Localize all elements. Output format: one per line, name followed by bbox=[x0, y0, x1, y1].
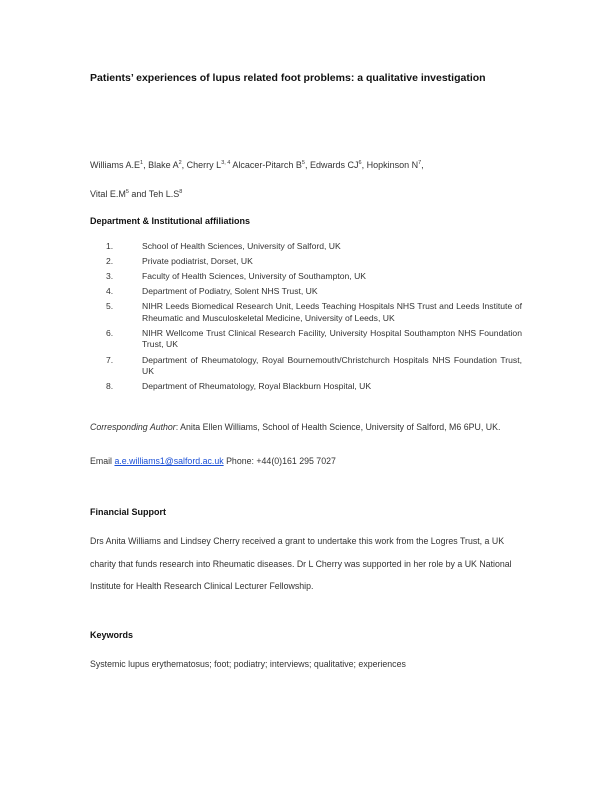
corresponding-author-label: Corresponding Author bbox=[90, 422, 176, 432]
list-item bbox=[90, 301, 522, 324]
list-item bbox=[90, 256, 522, 268]
author-affiliation-sup: 6 bbox=[358, 160, 362, 166]
author: Alcacer-Pitarch B bbox=[230, 160, 302, 170]
financial-support-text: Drs Anita Williams and Lindsey Cherry received a grant to undertake this work from the Logres Trust, a UK charity that funds research into Rheumatic diseases. Dr L Cherry was supported in her role by a UK National Institute for Health Research Clinical Lecturer Fellowship. bbox=[90, 536, 512, 591]
list-number: 1. bbox=[106, 241, 114, 251]
list-item bbox=[90, 328, 522, 351]
list-item bbox=[90, 381, 522, 393]
corresponding-author-text: : Anita Ellen Williams, School of Health Science, University of Salford, M6 6PU, UK. bbox=[175, 422, 501, 432]
affiliation-text: Department of Rheumatology, Royal Bournemouth/Christchurch Hospitals NHS Foundation Trust, UK bbox=[142, 354, 522, 377]
list-number: 4. bbox=[106, 286, 114, 297]
author-affiliation-sup: 8 bbox=[179, 189, 183, 195]
author-affiliation-sup: 2 bbox=[178, 160, 182, 166]
author-list-line-1 bbox=[90, 160, 424, 170]
affiliation-text: School of Health Sciences, University of Salford, UK bbox=[142, 241, 341, 251]
affiliation-text: NIHR Leeds Biomedical Research Unit, Leeds Teaching Hospitals NHS Trust and Leeds Institute of Rheumatic and Musculoskeletal Medicine, University of Leeds, UK bbox=[142, 301, 522, 323]
author-affiliation-sup: 3, 4 bbox=[221, 160, 231, 166]
list-item bbox=[90, 241, 522, 253]
author-affiliation-sup: 5 bbox=[125, 189, 129, 195]
affiliation-text: Department of Rheumatology, Royal Blackburn Hospital, UK bbox=[142, 381, 372, 392]
affiliations-heading: Department & Institutional affiliations bbox=[90, 216, 251, 226]
author-separator: , bbox=[421, 160, 424, 170]
keywords-text: Systemic lupus erythematosus; foot; podiatry; interviews; qualitative; experiences bbox=[90, 659, 406, 669]
paper-title: Patients’ experiences of lupus related foot problems: a qualitative investigation bbox=[90, 72, 486, 84]
author: Vital E.M bbox=[90, 189, 126, 199]
author-list-line-2 bbox=[90, 189, 182, 199]
keywords-heading: Keywords bbox=[90, 630, 134, 640]
author: and Teh L.S bbox=[128, 189, 180, 199]
corresponding-author bbox=[90, 420, 522, 434]
author: Williams A.E bbox=[90, 160, 141, 170]
affiliation-text: Department of Podiatry, Solent NHS Trust, UK bbox=[142, 286, 318, 297]
author-affiliation-sup: 5 bbox=[301, 160, 305, 166]
author-affiliation-sup: 7 bbox=[418, 160, 422, 166]
author: , Edwards CJ bbox=[304, 160, 359, 170]
financial-support-heading: Financial Support bbox=[90, 507, 167, 517]
author: , Hopkinson N bbox=[361, 160, 419, 170]
list-item bbox=[90, 355, 522, 378]
affiliation-text: Private podiatrist, Dorset, UK bbox=[142, 256, 253, 267]
list-number: 5. bbox=[106, 301, 114, 312]
list-number: 3. bbox=[106, 271, 114, 282]
email-link[interactable]: a.e.williams1@salford.ac.uk bbox=[114, 456, 224, 466]
list-number: 6. bbox=[106, 327, 114, 338]
author-affiliation-sup: 1 bbox=[140, 160, 144, 166]
email-label: Email bbox=[90, 456, 115, 466]
list-item bbox=[90, 271, 522, 283]
author: , Cherry L bbox=[181, 160, 222, 170]
list-item bbox=[90, 286, 522, 298]
author: , Blake A bbox=[143, 160, 179, 170]
affiliation-text: Faculty of Health Sciences, University of Southampton, UK bbox=[142, 271, 367, 282]
affiliation-text: NIHR Wellcome Trust Clinical Research Facility, University Hospital Southampton NHS Foundation Trust, UK bbox=[142, 327, 522, 350]
list-number: 7. bbox=[106, 354, 114, 365]
contact-line bbox=[90, 456, 336, 466]
list-number: 2. bbox=[106, 256, 114, 267]
affiliations-list bbox=[90, 241, 522, 396]
phone-text: Phone: +44(0)161 295 7027 bbox=[223, 456, 336, 466]
list-number: 8. bbox=[106, 381, 114, 392]
